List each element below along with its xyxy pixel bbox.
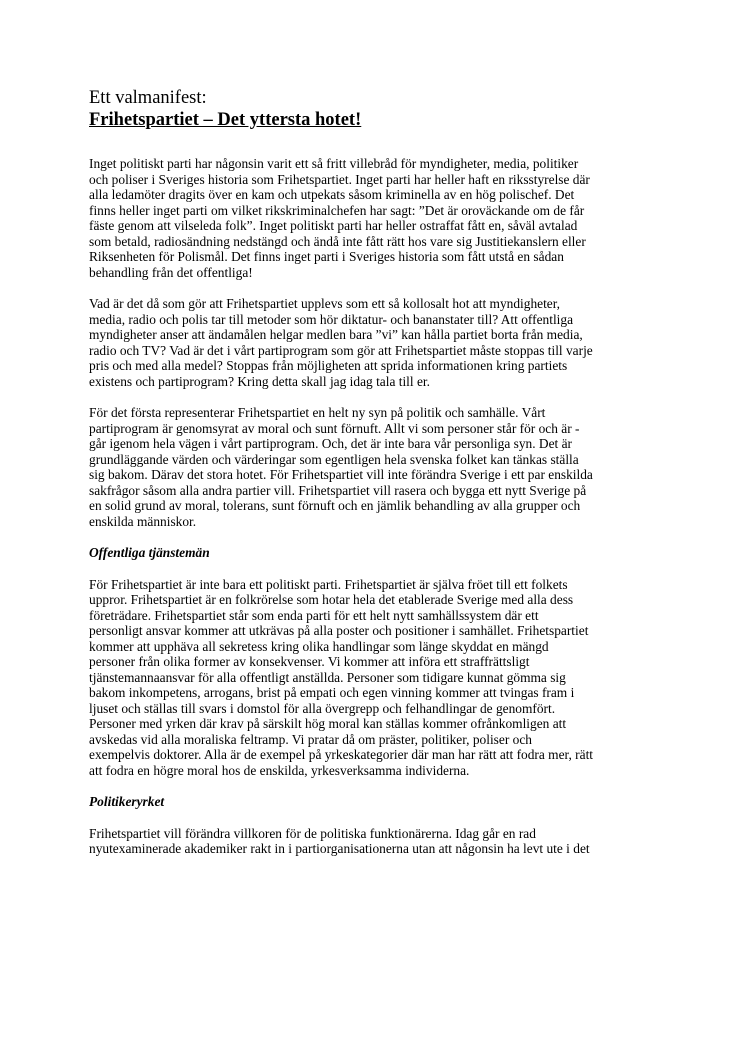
paragraph-line: För Frihetspartiet är inte bara ett politiskt parti. Frihetspartiet är själva fröet till ett folkets — [89, 576, 568, 592]
paragraph-line: och poliser i Sveriges historia som Frihetspartiet. Inget parti har heller haft en riksstyrelse där — [89, 171, 590, 187]
paragraph-line: Vad är det då som gör att Frihetspartiet upplevs som ett så kollosalt hot att myndigheter, — [89, 296, 561, 311]
paragraph-line: Personer med yrken där krav på särskilt hög moral kan ställas kommer ofrånkomligen att — [89, 716, 567, 731]
paragraph-line: behandling från det offentliga! — [89, 264, 253, 280]
paragraph-line: sakfrågor såsom alla andra partier vill. Frihetspartiet vill rasera och bygga ett nytt Sverige på — [89, 482, 587, 498]
paragraph-line: exempelvis doktorer. Alla är de exempel på yrkeskategorier där man har rätt att fodra mer, rätt — [89, 747, 594, 762]
document-page — [89, 88, 669, 857]
paragraph-line: partiprogram är genomsyrat av moral och sunt förnuft. Allt vi som personer står för och är - — [89, 420, 580, 436]
document-pretitle: Ett valmanifest: — [89, 88, 207, 108]
paragraph-line: finns heller inget parti om vilket rikskriminalchefen har sagt: ”Det är oroväckande om de får — [89, 202, 585, 218]
paragraph-line: bakom inkompetens, arrogans, brist på empati och egen vinning kommer att tvingas fram i — [89, 685, 575, 700]
paragraph-line: Inget politiskt parti har någonsin varit ett så fritt villebråd för myndigheter, media, politiker — [89, 156, 579, 171]
paragraph-line: pris och med alla medel? Stoppas från möjligheten att sprida informationen kring partiets — [89, 358, 568, 373]
paragraph-line: personer från olika former av konsekvenser. Vi kommer att införa ett straffrättsligt — [89, 654, 530, 669]
paragraph-line: existens och partiprogram? Kring detta skall jag idag tala till er. — [89, 373, 430, 389]
paragraph-intro — [89, 156, 669, 280]
paragraph-threat — [89, 296, 669, 389]
paragraph-new-view — [89, 405, 669, 529]
paragraph-line: går igenom hela vägen i vårt partiprogram. Och, det är inte bara vår personliga syn. Det är — [89, 436, 572, 451]
paragraph-line: kommer att upphäva all sekretess kring olika handlingar som länge skyddat en mängd — [89, 638, 549, 654]
paragraph-line: myndigheter anser att ändamålen helgar medlen bara ”vi” kan hålla partiet borta från media, — [89, 327, 583, 342]
paragraph-line: personligt ansvar kommer att utkrävas på alla poster och positioner i samhället. Frihetspartiet — [89, 623, 589, 638]
paragraph-politicians — [89, 826, 669, 857]
paragraph-line: ljuset och ställas till svars i domstol för alla övergrepp och felhandlingar de genomfört. — [89, 700, 556, 716]
paragraph-line: nyutexaminerade akademiker rakt in i partiorganisationerna utan att någonsin ha levt ute i det — [89, 841, 590, 856]
paragraph-line: att fodra en högre moral hos de enskilda, yrkesverksamma individerna. — [89, 762, 470, 778]
paragraph-line: Frihetspartiet vill förändra villkoren för de politiska funktionärerna. Idag går en rad — [89, 825, 536, 841]
paragraph-line: sig bakom. Därav det stora hotet. För Frihetspartiet vill inte förändra Sverige i ett par enskilda — [89, 467, 593, 482]
paragraph-line: radio och TV? Vad är det i vårt partiprogram som gör att Frihetspartiet måste stoppas till varje — [89, 342, 593, 358]
section-heading-officials: Offentliga tjänstemän — [89, 545, 210, 560]
paragraph-line: media, radio och polis tar till metoder som hör diktatur- och bananstater till? Att offentliga — [89, 311, 574, 327]
paragraph-line: uppror. Frihetspartiet är en folkrörelse som hotar hela det etablerade Sverige med alla dess — [89, 592, 574, 607]
paragraph-line: För det första representerar Frihetspartiet en helt ny syn på politik och samhälle. Vårt — [89, 405, 546, 420]
paragraph-line: Riksenheten för Polismål. Det finns inget parti i Sveriges historia som fått utstå en sådan — [89, 249, 564, 264]
section-heading-politicians: Politikeryrket — [89, 794, 165, 809]
paragraph-officials — [89, 577, 669, 779]
paragraph-line: alla ledamöter dragits över en kam och utpekats såsom kriminella av en hög polischef. Det — [89, 187, 575, 202]
paragraph-line: företrädare. Frihetspartiet står som enda parti för ett helt nytt samhällssystem där ett — [89, 607, 539, 623]
document-title: Frihetspartiet – Det yttersta hotet! — [89, 110, 362, 130]
paragraph-line: tjänstemannaansvar för alla offentligt anställda. Personer som tidigare kunnat gömma sig — [89, 669, 566, 685]
paragraph-line: avskedas vid alla moraliska feltramp. Vi pratar då om präster, politiker, poliser och — [89, 731, 532, 747]
paragraph-line: enskilda människor. — [89, 513, 197, 529]
paragraph-line: grundläggande värden och värderingar som egentligen hela svenska folket kan tänkas ställa — [89, 451, 579, 467]
paragraph-line: som betald, radiosändning nedstängd och ändå inte fått rätt hos vare sig Justitiekanslern eller — [89, 233, 586, 249]
paragraph-line: en solid grund av moral, tolerans, sunt förnuft och en jämlik behandling av alla grupper och — [89, 498, 581, 513]
paragraph-line: fäste genom att vilseleda folk”. Inget politiskt parti har heller ostraffat fått en, såväl avtalad — [89, 218, 578, 233]
